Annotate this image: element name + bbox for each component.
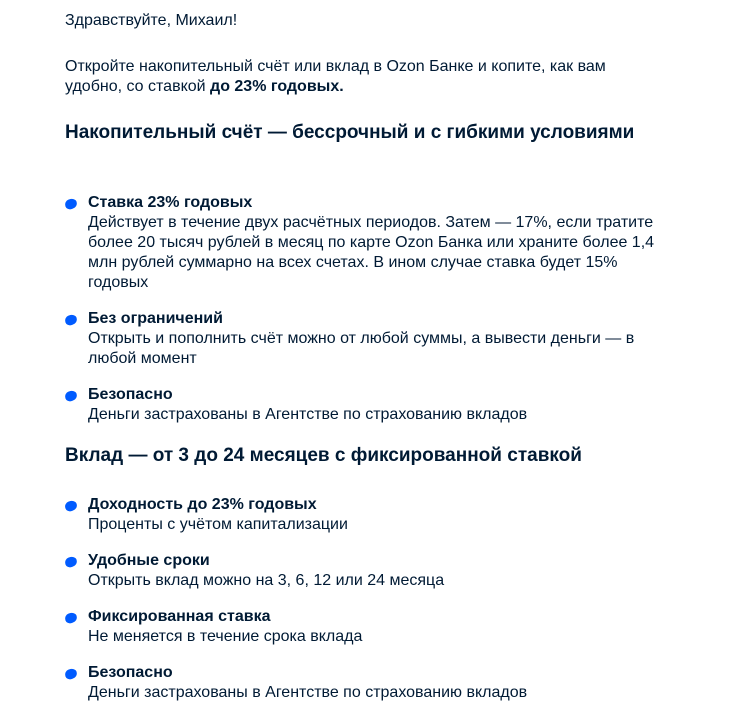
bullet-icon — [64, 197, 79, 210]
item-description: Открыть вклад можно на 3, 6, 12 или 24 месяца — [88, 572, 445, 589]
item-description: Деньги застрахованы в Агентстве по страхованию вкладов — [88, 406, 528, 423]
item-description: Проценты с учётом капитализации — [88, 516, 348, 533]
item-title: Удобные сроки — [88, 552, 210, 569]
item-title: Безопасно — [88, 664, 173, 681]
bullet-icon — [64, 667, 79, 680]
bullet-icon — [64, 389, 79, 402]
item-description: Не меняется в течение срока вклада — [88, 628, 363, 645]
intro-paragraph — [65, 57, 665, 97]
item-description: Деньги застрахованы в Агентстве по страхованию вкладов — [88, 684, 528, 701]
item-title: Доходность до 23% годовых — [88, 496, 317, 513]
bullet-icon — [64, 611, 79, 624]
bullet-icon — [64, 555, 79, 568]
deposit-heading: Вклад — от 3 до 24 месяцев с фиксированной ставкой — [65, 445, 582, 466]
item-title: Без ограничений — [88, 310, 223, 327]
bullet-icon — [64, 313, 79, 326]
greeting: Здравствуйте, Михаил! — [65, 12, 238, 29]
savings-heading: Накопительный счёт — бессрочный и с гибкими условиями — [65, 122, 635, 143]
item-description: Действует в течение двух расчётных периодов. Затем — 17%, если тратите более 20 тысяч рублей в месяц по карте Ozon Банка или храните более 1,4 млн рублей суммарно на всех счетах. В ином случае ставка будет 15% годовых — [88, 214, 655, 291]
item-title: Фиксированная ставка — [88, 608, 271, 625]
bullet-icon — [64, 499, 79, 512]
intro-text: Откройте накопительный счёт или вклад в Ozon Банке и копите, как вам удобно, со ставкой — [65, 58, 606, 95]
intro-rate-highlight: до 23% годовых. — [210, 78, 344, 95]
item-title: Безопасно — [88, 386, 173, 403]
item-title: Ставка 23% годовых — [88, 194, 253, 211]
item-description: Открыть и пополнить счёт можно от любой суммы, а вывести деньги — в любой момент — [88, 330, 635, 367]
